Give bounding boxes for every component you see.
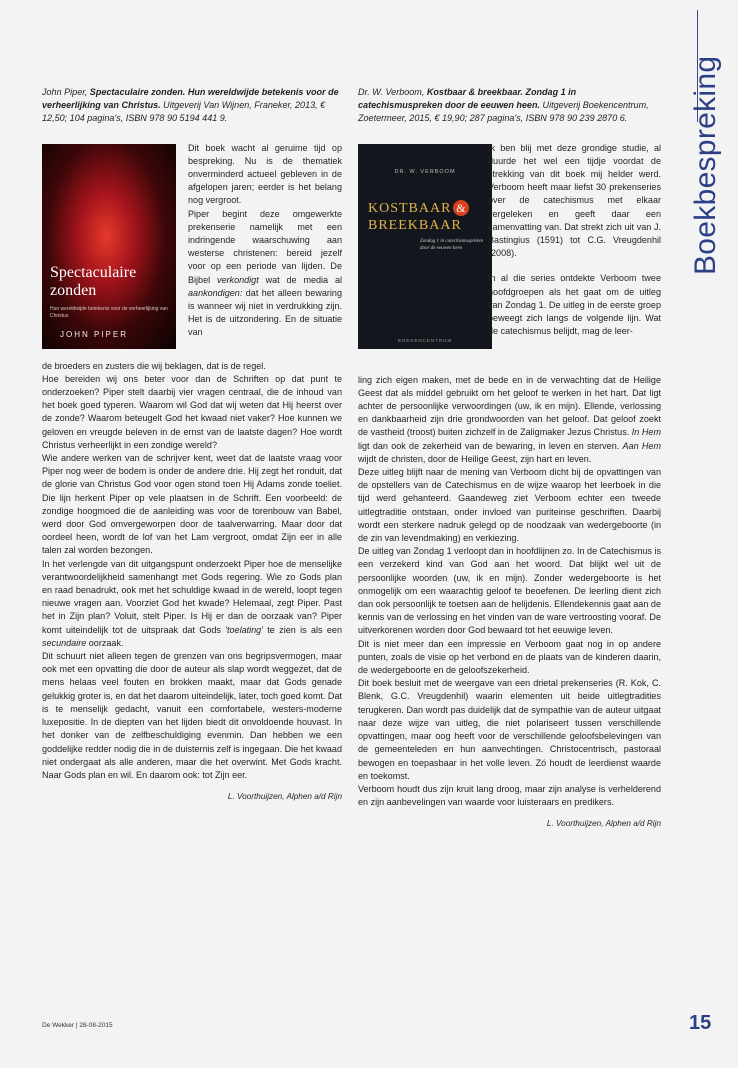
header-title: Spectaculaire zonden. Hun wereldwijde betekenis voor de verheerlijking van Christus. <box>42 87 339 111</box>
cover-title-line1: KOSTBAAR <box>368 200 452 216</box>
header-author: John Piper, <box>42 87 90 97</box>
intro-text <box>488 142 661 339</box>
paragraph-continued: ling zich eigen maken, met de bede en in de verwachting dat de Heilige Geest dat als middel gebruikt om het geloof te werken in het hart. Dat ligt achter de persoonlijke verwoordingen (uw, ik en mijn). Ellende, verlossing en dankbaarheid zijn drie grondwoorden van het geloof. Dat geloof zoekt de vastheid (troost) buiten zichzelf in de Zaligmaker Jezus Christus. In Hem ligt dan ook de zekerheid van de bewaring, in leven en sterven. Aan Hem wijdt de christen, door de Heilige Geest, zijn hart en leven. <box>358 374 661 464</box>
cover-title <box>368 200 469 234</box>
text-span: 'toelating' <box>225 624 263 635</box>
text-span: secundaire <box>42 637 87 648</box>
paragraph: Dit schuurt niet alleen tegen de grenzen van ons begripsvermogen, maar ook met een opvatting die door de auteur als slap wordt weggezet, dat de mens helaas veel fouten en brokken maakt, maar dat Gods genade gelukkig groter is, en dat het daarom uiteindelijk, later, toch goed komt. Dat is te menselijk gedacht, vanuit een comfortabele, westers-moderne luxepositie. In de diepten van het lijden biedt dit onvoldoende houvast. In het donker van de zelfbeschuldiging evenmin. Dan hebben we een goddelijke redder nodig die in de duisternis zelf is ingegaan. Die het kwaad niet ondergaat als alle anderen, maar die het overwint. Met Gods kracht. Naar Gods plan en wil. En daarom ook: tot Zijn eer. <box>42 651 342 780</box>
paragraph: Dit is niet meer dan een impressie en Verboom gaat nog in op andere punten, zoals de visie op het verbond en de plaats van de kinderen daarin, de wedergeboorte en de geloofszekerheid. <box>358 638 661 676</box>
review-verboom <box>358 86 661 831</box>
paragraph: Dit boek wacht al geruime tijd op bespreking. Nu is de thematiek onverminderd actueel gebleven in de afgelopen jaren; eerder is het belang nog vergroot. <box>188 142 342 206</box>
cover-title-line1: Spectaculaire <box>50 263 137 281</box>
cover-area <box>358 142 661 374</box>
reviewer-signature: L. Voorthuijzen, Alphen a/d Rijn <box>227 792 342 802</box>
paragraph <box>188 208 342 340</box>
footer-publication: De Wekker | 28-08-2015 <box>42 1022 113 1029</box>
review-header <box>42 86 342 126</box>
text-span: In Hem <box>631 427 661 438</box>
review-header <box>358 86 661 126</box>
paragraph: In al die series ontdekte Verboom twee hoofdgroepen als het gaat om de uitleg van Zondag 1. De uitleg in de eerste groep beweegt zich langs de volgende lijn. Wat de catechismus belijdt, mag de leer- <box>488 273 661 337</box>
intro-text <box>188 142 342 340</box>
header-publication: Uitgeverij Van Wijnen, Franeker, 2013, € 12,50; 104 pagina's, ISBN 978 90 5194 441 9. <box>42 100 326 124</box>
header-title: Kostbaar & breekbaar. Zondag 1 in catechismuspreken door de eeuwen heen. <box>358 87 577 111</box>
ampersand-badge: & <box>453 200 469 216</box>
review-piper <box>42 86 342 803</box>
page-number: 15 <box>689 1012 712 1034</box>
text-span: In het verlengde van dit uitgangspunt onderzoekt Piper hoe de menselijke verantwoordelijkheid samenhangt met Gods regering. Wie zo Gods plan en raad benadrukt, ook met het schuldige kwaad in de wereld, loopt tegen nieuwe vragen aan. Voorziet God het kwade? Helemaal, zegt Piper. Past het in Zijn plan? Voluit, stelt Piper. Is Hij er dan de oorzaak van? Piper komt uiteindelijk tot de uitspraak dat Gods <box>42 558 342 635</box>
cover-author: JOHN PIPER <box>60 329 129 339</box>
cover-area <box>42 142 342 360</box>
paragraph: Dit boek besluit met de weergave van een drietal prekenseries (R. Kok, C. Blenk, G.C. Vreugdenhil) waarin elementen uit beide uitlegtradities terugkeren. Dan wordt pas duidelijk dat de sympathie van de auteur uitgaat naar deze wijze van uitleg, die niet polariseert tussen verschillende opvattingen, maar oog heeft voor de verschillende geloofsbelevingen van de gemeenteleden en hun aanvechtingen. Christocentrisch, pastoraal bewogen en toepasbaar in het volle leven. Zó houdt de leerdienst waarde en toekomst. <box>358 678 661 781</box>
paragraph <box>42 558 342 650</box>
cover-subtitle: Hun wereldwijde betekenis voor de verheerlijking van Christus <box>50 305 168 319</box>
text-span: Aan Hem <box>622 440 661 451</box>
text-span: dat het alleen bewaring is wanneer wij niet in verdrukking zijn. Het is de uitzondering. En de situatie van <box>188 287 342 338</box>
text-span: wat de media al <box>258 274 342 285</box>
paragraph: Ik ben blij met deze grondige studie, al duurde het wel een tijdje voordat de strekking van dit boek mij helder werd. Verboom heeft maar liefst 30 prekenseries over de catechismus met elkaar vergeleken en geeft daar een samenvatting van. Dat strekt zich uit van J. Bastingius (1591) tot C.G. Vreugdenhil (2008). <box>488 142 661 259</box>
text-span: te zien is als een <box>262 624 342 635</box>
paragraph: Deze uitleg blijft naar de mening van Verboom dicht bij de opvattingen van de opstellers van de Catechismus en de wijze waarop het leerboek in die tijd werd gehanteerd. Gaandeweg ziet Verboom echter een tweede uitlegtraditie ontstaan, onder invloed van puriteinse geschriften. Daarbij wordt een sterkere nadruk gelegd op de noodzaak van wedergeboorte (in de zin van levendmaking) en verkiezing. <box>358 467 661 544</box>
reviewer-signature: L. Voorthuijzen, Alphen a/d Rijn <box>546 819 661 829</box>
cover-author: DR. W. VERBOOM <box>394 168 456 175</box>
book-cover-image <box>358 144 492 349</box>
book-cover-image <box>42 144 176 349</box>
paragraph-continued: de broeders en zusters die wij beklagen, dat is de regel. <box>42 360 266 371</box>
paragraph: Wie andere werken van de schrijver kent, weet dat de laatste vraag voor Piper nog weer de bodem is onder de andere drie. Hij zegt het ronduit, dat de glorie van Christus God voor ogen stond toen Hij Adams zonde toeliet. Die lijn herkent Piper op vele plaatsen in de Schrift. Een voorbeeld: de zondige hoogmoed die de aanleiding was voor de torenbouw van Babel, werd door God omvergeworpen door de taalverwarring. Maar door dat oordeel heen, wordt de lof van het Lam vergroot, omdat Zijn eer in alle talen zal worden bezongen. <box>42 453 342 556</box>
paragraph: Verboom houdt dus zijn kruit lang droog, maar zijn analyse is verhelderend en zijn aanbevelingen van waarde voor luisteraars en predikers. <box>358 783 661 808</box>
cover-title-line2: zonden <box>50 281 97 299</box>
paragraph: De uitleg van Zondag 1 verloopt dan in hoofdlijnen zo. In de Catechismus is een verzekerd kind van God aan het woord. Dat blijkt wel uit de persoonlijke woorden (uw, ik en mijn). Zonder wedergeboorte is het onmogelijk om een waarachtig geloof te beoefenen. De leerling dient zich dan ook persoonlijk te toetsen aan de helijdenis. Ellendekennis gaat aan de kennis van de verlossing en het vinden van de ware vertroosting vooraf. De uitverkorenen worden door God bewaard tot het eeuwige leven. <box>358 546 661 636</box>
text-span: verkondigt <box>216 274 259 285</box>
cover-title <box>50 264 136 300</box>
header-publication: Uitgeverij Boekencentrum, Zoetermeer, 2015, € 19,90; 287 pagina's, ISBN 978 90 239 2870 6. <box>358 100 649 124</box>
cover-subtitle: Zondag 1 in catechismuspreken door de eeuwen heen <box>420 238 484 251</box>
text-span: wijdt de christen, door de Heilige Geest, zijn hart en leven. <box>358 453 592 464</box>
header-author: Dr. W. Verboom, <box>358 87 427 97</box>
cover-publisher: BOEKENCENTRUM <box>397 337 453 343</box>
paragraph: Hoe bereiden wij ons beter voor dan de Schriften op dat punt te onderzoeken? Piper stelt daarbij vier vragen centraal, die de inhoud van het boek goed typeren. Waarom wil God dat wij weten dat Hij heerst over de zonde? Waarom beteugelt God het kwaad niet vaker? Hoe kunnen we geloven en vreugde beleven in de ernst van de laatste dagen? Hoe wordt Christus verheerlijkt in een zondige wereld? <box>42 373 342 450</box>
text-span: Piper begint deze omgewerkte prekenserie namelijk met een indringende waarschuwing aan westerse christenen: bereid jezelf voor op een periode van lijden. De Bijbel <box>188 208 342 285</box>
text-span: aankondigen: <box>188 287 243 298</box>
text-span: oorzaak. <box>86 637 124 648</box>
cover-title-line2: BREEKBAAR <box>368 217 462 233</box>
section-label: Boekbespreking <box>689 55 722 275</box>
text-span: ligt dan ook de zekerheid van de bewaring, in leven en sterven. <box>358 440 623 451</box>
